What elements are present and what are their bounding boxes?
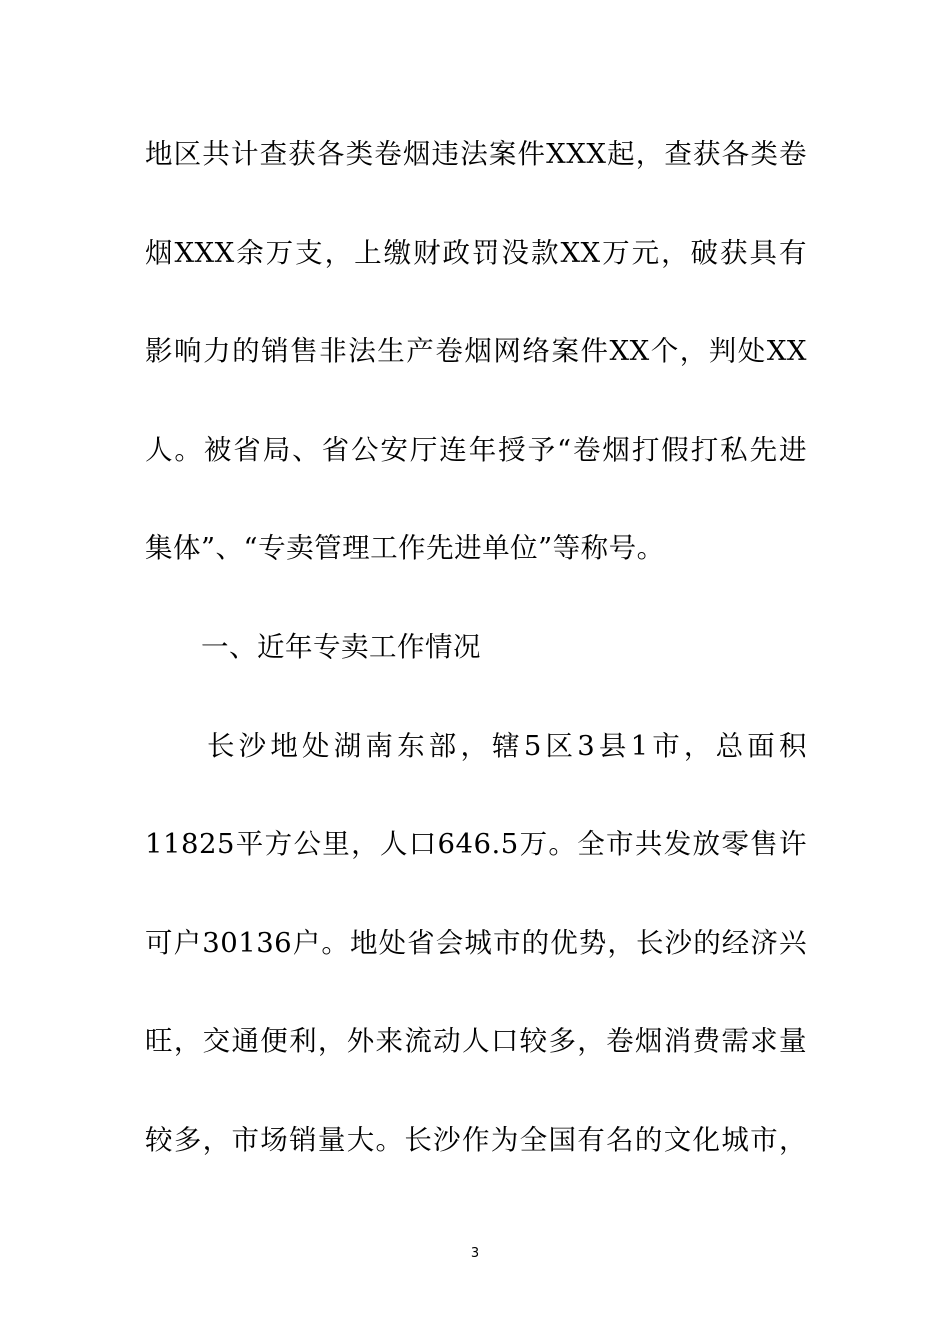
text-line: 较多，市场销量大。长沙作为全国有名的文化城市，: [145, 1123, 807, 1156]
text-line: 集体”、“专卖管理工作先进单位”等称号。: [145, 532, 665, 565]
text-line: 旺，交通便利，外来流动人口较多，卷烟消费需求量: [145, 1025, 807, 1058]
text-line: 地区共计查获各类卷烟违法案件XXX起，查获各类卷: [145, 138, 807, 170]
text-line: 人。被省局、省公安厅连年授予“卷烟打假打私先进: [145, 433, 807, 466]
page-number: 3: [470, 1246, 480, 1261]
section-heading: 一、近年专卖工作情况: [201, 630, 481, 663]
text-line: 烟XXX余万支，上缴财政罚没款XX万元，破获具有: [145, 236, 807, 269]
body-text: [145, 125, 807, 1210]
text-line: 影响力的销售非法生产卷烟网络案件XX个，判处XX: [145, 335, 807, 368]
text-line: 11825平方公里，人口646.5万。全市共发放零售许: [145, 828, 807, 861]
text-line: 长沙地处湖南东部，辖5区3县1市，总面积: [207, 729, 807, 762]
text-line: 可户30136户。地处省会城市的优势，长沙的经济兴: [145, 926, 807, 959]
